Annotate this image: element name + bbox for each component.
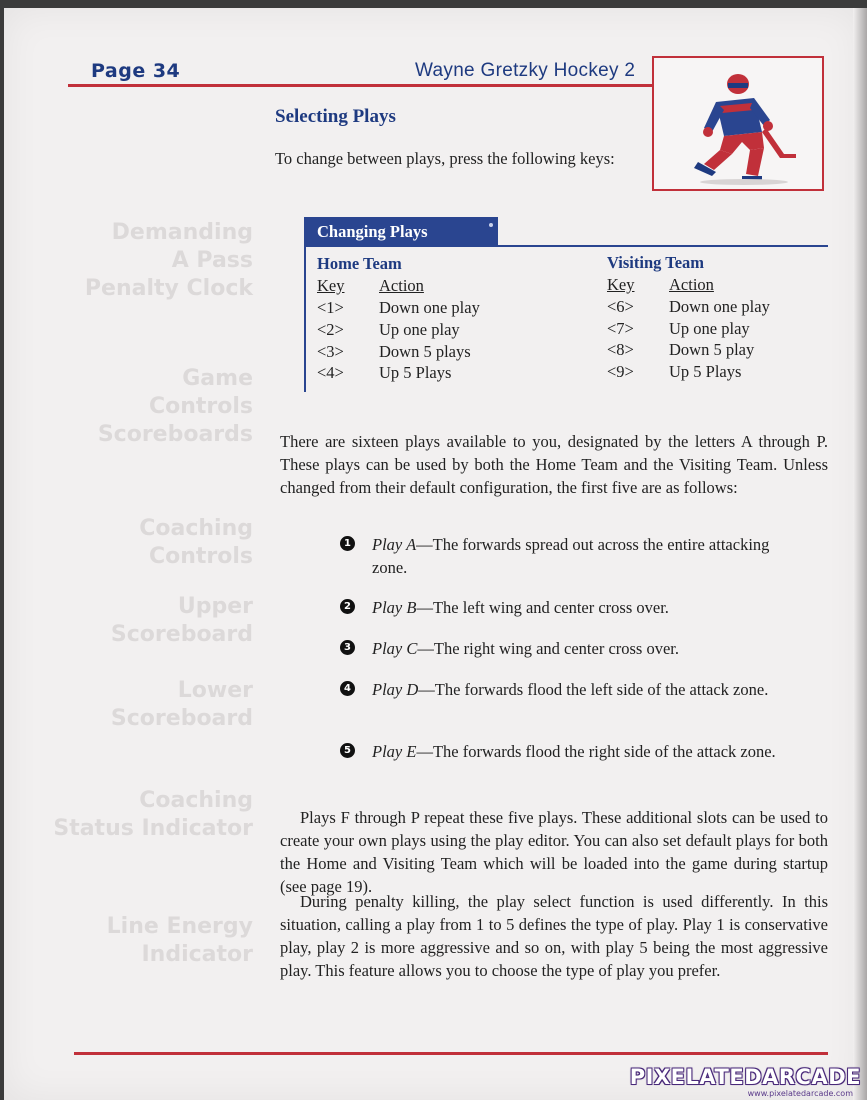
bleed-text: Coaching: [139, 516, 253, 541]
play-description: [372, 740, 782, 763]
book-title: Wayne Gretzky Hockey 2: [415, 60, 636, 81]
play-description: [372, 533, 782, 579]
play-name: Play B: [372, 598, 417, 617]
bleed-text: Line Energy: [106, 914, 253, 939]
play-text: —The right wing and center cross over.: [417, 639, 680, 658]
home-team-title: Home Team: [317, 254, 402, 273]
number-bullet: 4: [340, 681, 355, 696]
bleed-text: A Pass: [171, 248, 253, 273]
play-name: Play E: [372, 742, 417, 761]
visiting-action-header: Action: [669, 275, 714, 294]
page-edge-shadow: [853, 8, 867, 1100]
bleed-text: Controls: [148, 394, 253, 419]
header-rule: [68, 84, 652, 87]
bleed-text: Coaching: [139, 788, 253, 813]
visiting-key: <8>: [607, 340, 634, 359]
bleed-text: Status Indicator: [53, 816, 253, 841]
paragraph-plays-intro: There are sixteen plays available to you, designated by the letters A through P. These plays can be used by both the Home Team and the Visiting Team. Unless changed from their default configuration, the first five are as follows:: [280, 432, 828, 497]
visiting-action: Down one play: [669, 297, 770, 316]
home-key: <3>: [317, 342, 344, 361]
visiting-key: <6>: [607, 297, 634, 316]
home-action: Down one play: [379, 298, 480, 317]
visiting-action: Up 5 Plays: [669, 362, 742, 381]
number-bullet: 5: [340, 743, 355, 758]
home-key-header: Key: [317, 276, 345, 295]
table-title-text: Changing Plays: [317, 222, 428, 241]
home-key: <2>: [317, 320, 344, 339]
visiting-team-title: Visiting Team: [607, 253, 705, 272]
play-text: —The left wing and center cross over.: [416, 598, 669, 617]
home-key: <1>: [317, 298, 344, 317]
play-name: Play D: [372, 680, 419, 699]
hockey-player-logo: [652, 56, 824, 191]
home-key: <4>: [317, 363, 344, 382]
bleed-text: Scoreboards: [97, 422, 253, 447]
table-top-border: [304, 245, 828, 247]
play-text: —The forwards flood the left side of the attack zone.: [418, 680, 769, 699]
play-description: [372, 678, 782, 701]
hockey-player-icon: [654, 58, 822, 189]
table-left-border: [304, 245, 306, 392]
page-number: Page 34: [91, 60, 181, 82]
play-text: —The forwards spread out across the entire attacking zone.: [372, 535, 770, 577]
bleed-text: Scoreboard: [110, 622, 253, 647]
play-name: Play A: [372, 535, 417, 554]
home-action: Up 5 Plays: [379, 363, 452, 382]
number-bullet: 2: [340, 599, 355, 614]
section-heading: Selecting Plays: [275, 106, 396, 127]
number-bullet: 3: [340, 640, 355, 655]
paragraph-penalty-killing: During penalty killing, the play select function is used differently. In this situation, calling a play from 1 to 5 defines the type of play. Play 1 is conservative play, play 2 is more aggressive and so on, with play 5 being the most aggressive play. This feature allows you to choose the type of play you prefer.: [280, 892, 828, 980]
bullet-dot-icon: [489, 223, 493, 227]
number-bullet: 1: [340, 536, 355, 551]
visiting-action: Down 5 play: [669, 340, 755, 359]
home-action-header: Action: [379, 276, 424, 295]
footer-rule: [74, 1052, 828, 1055]
table-title: [304, 217, 498, 247]
play-description: [372, 596, 782, 619]
home-action: Up one play: [379, 320, 460, 339]
bleed-text: Upper: [177, 594, 253, 619]
intro-text: To change between plays, press the following keys:: [275, 149, 615, 168]
bleed-text: Penalty Clock: [84, 276, 253, 301]
bleed-text: Indicator: [141, 942, 253, 967]
paragraph-additional-plays: Plays F through P repeat these five plays. These additional slots can be used to create your own plays using the play editor. You can also set default plays for both the Home and Visiting Team which will be loaded into the game during startup (see page 19).: [280, 808, 828, 896]
home-action: Down 5 plays: [379, 342, 471, 361]
bleed-text: Controls: [148, 544, 253, 569]
visiting-key: <7>: [607, 319, 634, 338]
play-description: [372, 637, 782, 660]
visiting-action: Up one play: [669, 319, 750, 338]
visiting-key-header: Key: [607, 275, 635, 294]
site-watermark: PIXELATEDARCADE: [629, 1065, 861, 1089]
bleed-text: Lower: [177, 678, 253, 703]
play-text: —The forwards flood the right side of the attack zone.: [416, 742, 776, 761]
bleed-text: Scoreboard: [110, 706, 253, 731]
visiting-key: <9>: [607, 362, 634, 381]
site-watermark-url: www.pixelatedarcade.com: [747, 1089, 853, 1098]
bleed-text: Game: [182, 366, 253, 391]
bleed-text: Demanding: [111, 220, 253, 245]
play-name: Play C: [372, 639, 418, 658]
